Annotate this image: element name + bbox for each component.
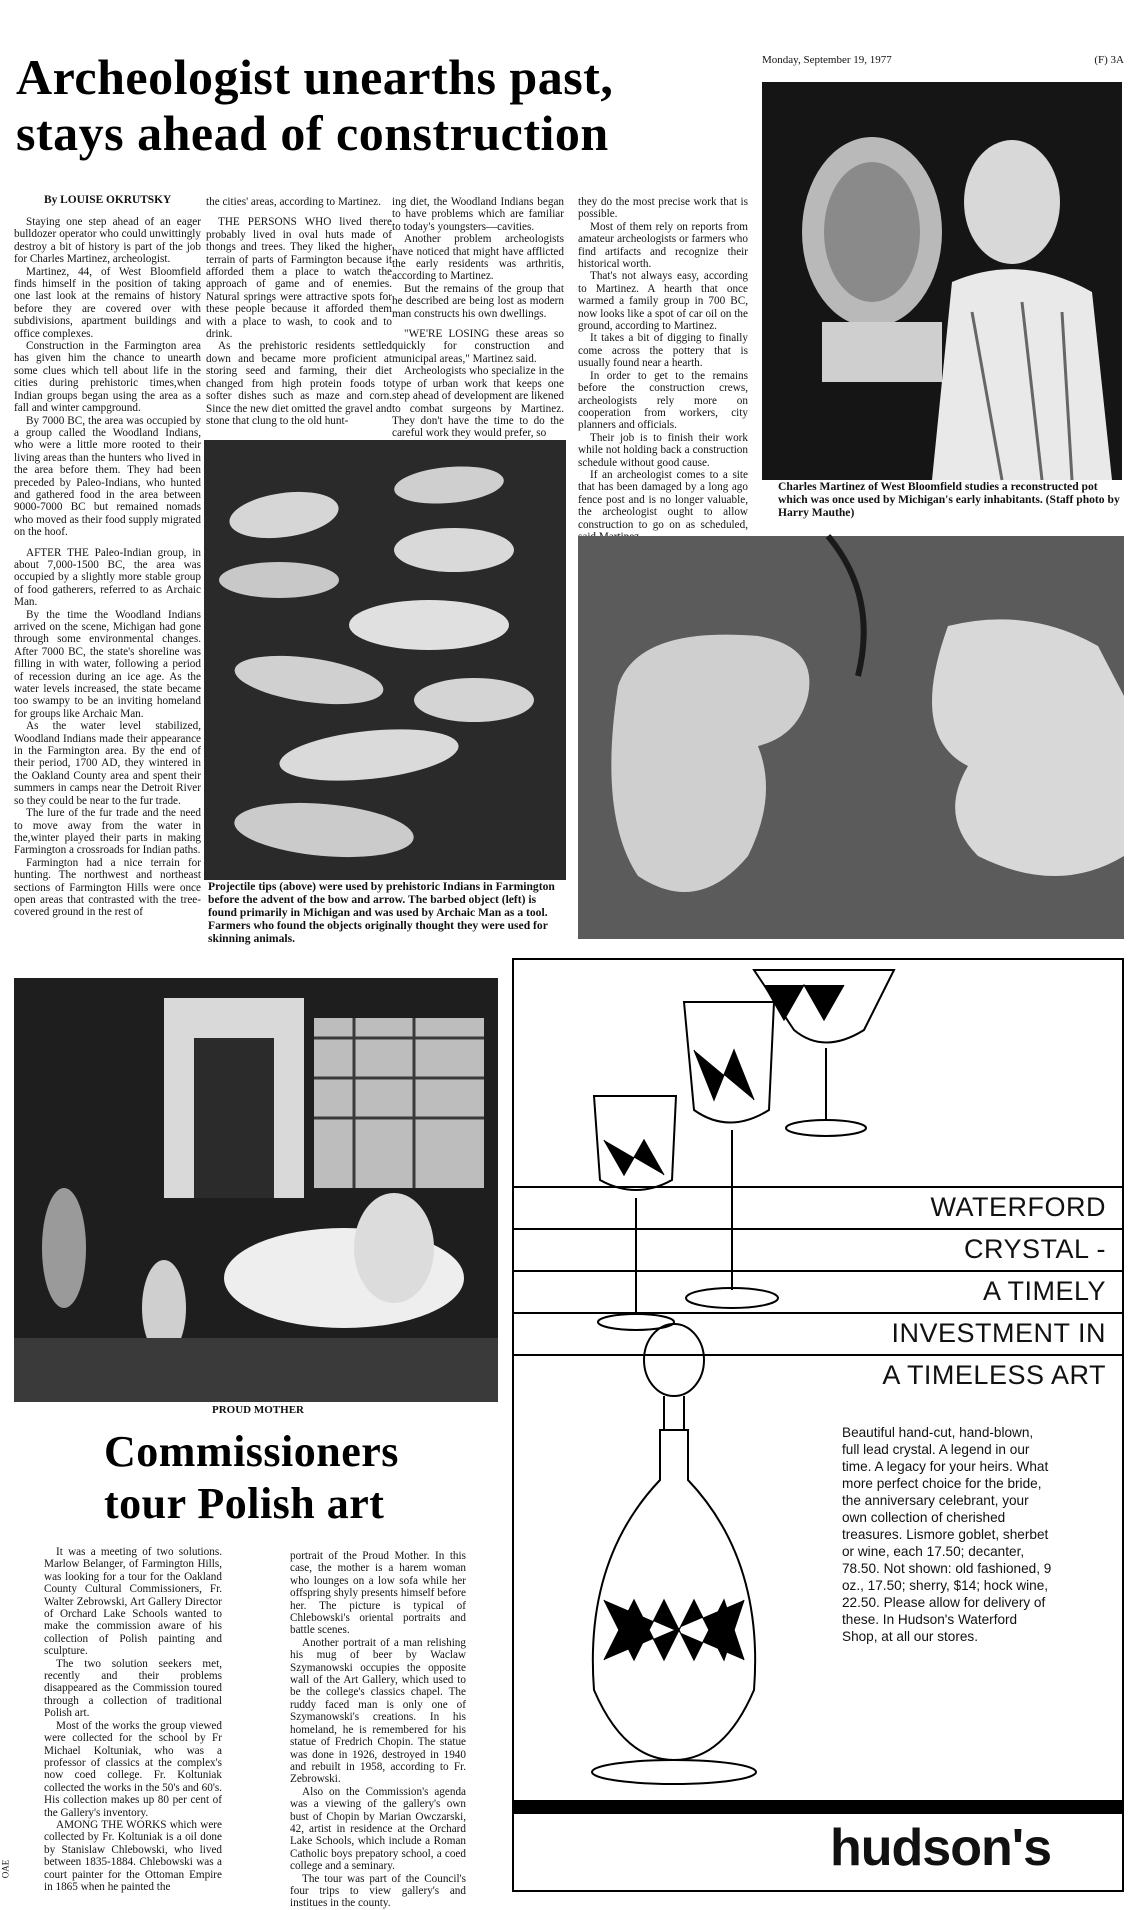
page-number: (F) 3A: [1094, 54, 1124, 66]
margin-mark: OAE: [0, 1859, 11, 1879]
paragraph: THE PERSONS WHO lived there probably lived in oval huts made of thongs and trees. They liked the higher terrain of parts of Farmington because it afforded them a place to watch the approach of game and of enemies. Natural springs were attractive spots for these people because it afforded them with a place to wash, to cook and to drink.: [206, 216, 392, 341]
paragraph: Another portrait of a man relishing his mug of beer by Waclaw Szymanowski occupies the opposite wall of the Art Gallery, which used to be the college's classics chapel. The ruddy faced man is only one of Szymanowski's creations. In his homeland, he is remembered for his statue of Fredrich Chopin. The statue was done in 1926, destroyed in 1940 and rebuilt in 1958, according to Fr. Zebrowski.: [290, 1636, 466, 1786]
story2-column-1: [44, 1546, 222, 1892]
photo-proud-mother-image: [14, 978, 498, 1402]
story1-column-1: [14, 216, 201, 950]
photo-martinez-caption: Charles Martinez of West Bloomfield studies a reconstructed pot which was once used by Michigan's early inhabitants. (Staff photo by Harry Mauthe): [778, 480, 1120, 519]
paragraph: That's not always easy, according to Martinez. A hearth that once warmed a family group in 700 BC, now looks like a spot of car oil on the ground, according to Martinez.: [578, 270, 748, 333]
photo-projectile-tips-caption: Projectile tips (above) were used by prehistoric Indians in Farmington before the advent of the bow and arrow. The barbed object (left) is found primarily in Michigan and was used by Archaic Man as a tool. Farmers who found the objects originally thought they were used for skinning animals.: [208, 880, 555, 945]
ad-logo-rule: [514, 1800, 1122, 1814]
paragraph: As the prehistoric residents settled down and became more proficient at storing seed and farming, their diet changed from high protein foods to softer dishes such as maze and corn. Since the new diet omitted the gravel and stone that clung to the old hunt-: [206, 340, 392, 427]
paragraph: Their job is to finish their work while not holding back a construction schedule without good cause.: [578, 431, 748, 469]
story1-column-3: [392, 196, 564, 440]
paragraph: It was a meeting of two solutions. Marlow Belanger, of Farmington Hills, was looking for a tour for the Oakland County Cultural Commissioners, Fr. Walter Zebrowski, Art Gallery Director of Orchard Lake Schools wanted to make the commission aware of his collection of Polish painting and sculpture.: [44, 1546, 222, 1658]
paragraph: Staying one step ahead of an eager bulldozer operator who could unwittingly destroy a bit of history is part of the job for Charles Martinez, archeologist.: [14, 216, 201, 266]
paragraph: Construction in the Farmington area has given him the chance to unearth some clues which tell about life in the cities during prehistoric times,when Indian groups began using the area as a fall and winter campground.: [14, 340, 201, 415]
dateline: [762, 54, 1124, 66]
ad-tagline-line: CRYSTAL -: [963, 1234, 1106, 1264]
photo-projectile-tips-image: [204, 440, 566, 880]
paragraph: they do the most precise work that is possible.: [578, 196, 748, 221]
dateline-date: Monday, September 19, 1977: [762, 54, 892, 66]
ad-tagline: [882, 1186, 1106, 1396]
hudsons-logo: hudson's: [830, 1819, 1052, 1877]
ad-tagline-line: A TIMELESS ART: [882, 1360, 1106, 1390]
byline: By LOUISE OKRUTSKY: [44, 194, 172, 206]
paragraph: Most of the works the group viewed were collected for the school by Fr Michael Koltuniak, who was a professor of classics at the complex's now coed college. Fr. Koltuniak collected the works in the 50's and 60's. His collection makes up 80 per cent of the Gallery's inventory.: [44, 1719, 222, 1819]
paragraph: By 7000 BC, the area was occupied by a group called the Woodland Indians, who were a little more rooted to their living areas than the hunters who lived in the area before them. They had been preceded by Paleo-Indians, who hunted and gathered food in the area between 9000-7000 BC but remained nomads who moved as their food supply migrated on the hoof.: [14, 414, 201, 539]
paragraph: Martinez, 44, of West Bloomfield finds himself in the position of taking one last look at the remains of history before they are covered over with subdivisions, apartment buildings and office complexes.: [14, 265, 201, 340]
paragraph: Another problem archeologists have noticed that might have afflicted the early residents was arthritis, according to Martinez.: [392, 233, 564, 283]
headline-line-2: stays ahead of construction: [16, 105, 609, 161]
paragraph: Archeologists who specialize in the type of urban work that keeps one step ahead of development are likened to combat surgeons by Martinez. They don't have the time to do the careful work they would prefer, so: [392, 365, 564, 440]
photo-martinez-image: [762, 82, 1122, 480]
photo-proud-mother-caption: PROUD MOTHER: [212, 1404, 304, 1416]
photo-projectile-tips: [204, 440, 566, 880]
photo-barbed-object: [578, 536, 1124, 939]
story1-column-2: [206, 196, 392, 434]
paragraph: By the time the Woodland Indians arrived on the scene, Michigan had gone through some environmental changes. After 7000 BC, the state's shoreline was filling in with water, following a period of recession during an ice age. As the water levels increased, the state became too swampy to be an inviting homeland for groups like Archaic Man.: [14, 608, 201, 720]
story2-column-2: [290, 1550, 466, 1910]
headline-line-1: Archeologist unearths past,: [16, 49, 614, 105]
paragraph: The two solution seekers met, recently and their problems disappeared as the Commission toured through a collection of traditional Polish art.: [44, 1657, 222, 1720]
paragraph: ing diet, the Woodland Indians began to have problems which are familiar to today's youngsters—cavities.: [392, 196, 564, 233]
paragraph: In order to get to the remains before the construction crews, archeologists rely more on cooperation from workers, city planners and officials.: [578, 369, 748, 432]
waterford-ad: [512, 958, 1124, 1892]
crystal-glassware-illustration: [564, 960, 884, 1810]
paragraph: The lure of the fur trade and the need to move away from the water in the,winter played their parts in making Farmington a crossroads for Indian paths.: [14, 807, 201, 857]
photo-barbed-object-image: [578, 536, 1124, 939]
photo-proud-mother: [14, 978, 498, 1402]
story2-headline: [104, 1427, 484, 1528]
paragraph: Most of them rely on reports from amateur archeologists or farmers who find artifacts and recognize their historical worth.: [578, 220, 748, 271]
paragraph: As the water level stabilized, Woodland Indians made their appearance in the Farmington area. By the end of their period, 1700 AD, they wintered in the Oakland County area and spent their summers in camps near the Detroit River so they could be near to the fur trade.: [14, 720, 201, 807]
ad-body-copy: Beautiful hand-cut, hand-blown, full lead crystal. A legend in our time. A legacy for your heirs. What more perfect choice for the bride, the anniversary celebrant, your own collection of cherished treasures. Lismore goblet, sherbet or wine, each 17.50; decanter, 78.50. Not shown: old fashioned, 9 oz., 17.50; sherry, $14; hock wine, 22.50. Please allow for delivery of these. In Hudson's Waterford Shop, at all our stores.: [842, 1425, 1052, 1644]
photo-martinez: [762, 82, 1122, 480]
ad-tagline-line: A TIMELY: [982, 1276, 1106, 1306]
paragraph: It takes a bit of digging to finally come across the pottery that is usually found near a hearth.: [578, 332, 748, 370]
story2-headline-line-2: tour Polish art: [104, 1479, 385, 1528]
paragraph: AMONG THE WORKS which were collected by Fr. Koltuniak is a oil done by Stanislaw Chlebowski, who lived between 1835-1884. Chlebowski was a court painter for the Ottoman Empire in 1865 when he painted the: [44, 1818, 222, 1893]
paragraph: Farmington had a nice terrain for hunting. The northwest and northeast sections of Farmington Hills were once open areas that contrasted with the tree-covered ground in the rest of: [14, 856, 201, 919]
story2-headline-line-1: Commissioners: [104, 1427, 399, 1476]
ad-tagline-line: INVESTMENT IN: [891, 1318, 1106, 1348]
paragraph: The tour was part of the Council's four trips to view gallery's and institues in the county.: [290, 1872, 466, 1910]
paragraph: "WE'RE LOSING these areas so quickly for construction and municipal areas," Martinez said.: [392, 328, 564, 365]
paragraph: But the remains of the group that he described are being lost as modern man constructs his own dwellings.: [392, 282, 564, 320]
paragraph: AFTER THE Paleo-Indian group, in about 7,000-1500 BC, the area was occupied by a slightly more stable group of food gatherers, referred to as Archaic Man.: [14, 546, 201, 609]
paragraph: Also on the Commission's agenda was a viewing of the gallery's own bust of Chopin by Marian Owczarski, 42, artist in residence at the Orchard Lake Schools, which include a Roman Catholic boys prepatory school, a coed college and a seminary.: [290, 1785, 466, 1873]
paragraph: portrait of the Proud Mother. In this case, the mother is a harem woman who lounges on a low sofa while her offspring shyly presents himself before her. The picture is typical of Chlebowski's oriental portraits and battle scenes.: [290, 1550, 466, 1637]
paragraph: If an archeologist comes to a site that has been damaged by a long ago fence post and is no longer valuable, the archeologist ought to allow construction to go on as scheduled,: [578, 468, 748, 531]
ad-tagline-line: WATERFORD: [930, 1192, 1106, 1222]
story1-headline: [16, 49, 756, 161]
story1-column-4: [578, 196, 748, 531]
paragraph: the cities' areas, according to Martinez.: [206, 196, 382, 208]
